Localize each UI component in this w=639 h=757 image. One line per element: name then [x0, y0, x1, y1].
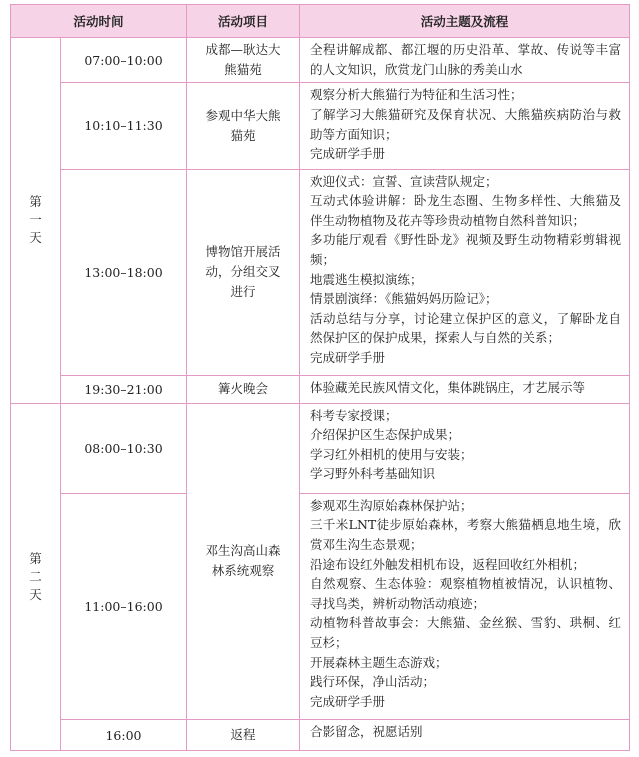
- content-line: 合影留念，祝愿话别: [310, 724, 423, 740]
- time-cell: 11:00–16:00: [61, 493, 187, 719]
- content-line: 学习红外相机的使用与安装；: [310, 446, 473, 462]
- header-time: 活动时间: [11, 5, 187, 38]
- content-line: 情景剧演绎：《熊猫妈妈历险记》；: [310, 291, 498, 307]
- table-row: [11, 38, 630, 83]
- content-line: 自然观察、生态体验：观察植物植被情况，认识植物、寻找鸟类，辨析动物活动痕迹；: [310, 576, 622, 611]
- content-line: 完成研学手册: [310, 693, 386, 709]
- content-line: 活动总结与分享，讨论建立保护区的意义，了解卧龙自然保护区的保护成果，探索人与自然的关系；: [310, 310, 622, 346]
- content-line: 介绍保护区生态保护成果；: [310, 427, 461, 443]
- project-cell: 参观中华大熊猫苑: [187, 83, 300, 169]
- content-cell: [300, 169, 630, 375]
- time-cell: 13:00–18:00: [61, 169, 187, 375]
- time-cell: 07:00–10:00: [61, 38, 187, 83]
- header-row: [11, 5, 630, 38]
- project-cell: 返程: [187, 720, 300, 751]
- content-line: 体验藏羌民族风情文化，集体跳锅庄，才艺展示等: [310, 379, 586, 395]
- project-cell: 成都—耿达大熊猫苑: [187, 38, 300, 83]
- project-cell: 篝火晚会: [187, 375, 300, 403]
- day-one-label: 第一天: [29, 194, 42, 246]
- day-two-label: 第二天: [29, 550, 42, 602]
- content-line: 沿途布设红外触发相机布设，返程回收红外相机；: [310, 556, 586, 572]
- content-line: 学习野外科考基础知识: [310, 466, 436, 482]
- content-line: 完成研学手册: [310, 146, 386, 162]
- content-line: 科考专家授课；: [310, 407, 398, 423]
- content-cell: [300, 493, 630, 719]
- table-row: [11, 375, 630, 403]
- table-row: [11, 83, 630, 169]
- content-line: 全程讲解成都、都江堰的历史沿革、掌故、传说等丰富的人文知识，欣赏龙门山脉的秀美山水: [310, 42, 622, 77]
- table-row: [11, 493, 630, 719]
- content-cell: [300, 83, 630, 169]
- content-line: 开展森林主题生态游戏；: [310, 654, 448, 670]
- project-cell: 邓生沟高山森林系统观察: [187, 403, 300, 720]
- header-theme: 活动主题及流程: [300, 5, 630, 38]
- table-row: [11, 720, 630, 751]
- project-cell: 博物馆开展活动，分组交叉进行: [187, 169, 300, 375]
- content-line: 践行环保，净山活动；: [310, 674, 436, 690]
- content-cell: [300, 375, 630, 403]
- content-line: 多功能厅观看《野性卧龙》视频及野生动物精彩剪辑视频；: [310, 232, 622, 267]
- content-line: 欢迎仪式：宣誓、宣读营队规定；: [310, 173, 498, 189]
- content-line: 参观邓生沟原始森林保护站；: [310, 497, 473, 513]
- content-line: 观察分析大熊猫行为特征和生活习性；: [310, 87, 523, 103]
- content-line: 了解学习大熊猫研究及保育状况、大熊猫疾病防治与救助等方面知识；: [310, 106, 622, 142]
- table-row: [11, 169, 630, 375]
- table-row: [11, 403, 630, 493]
- content-cell: [300, 403, 630, 493]
- time-cell: 10:10–11:30: [61, 83, 187, 169]
- content-line: 动植物科普故事会：大熊猫、金丝猴、雪豹、珙桐、红豆杉；: [310, 615, 622, 650]
- day-two-cell: [11, 403, 61, 750]
- header-project: 活动项目: [187, 5, 300, 38]
- content-line: 地震逃生模拟演练；: [310, 271, 423, 287]
- content-cell: [300, 38, 630, 83]
- content-line: 完成研学手册: [310, 349, 386, 365]
- time-cell: 19:30–21:00: [61, 375, 187, 403]
- content-line: 三千米LNT徒步原始森林，考察大熊猫栖息地生境，欣赏邓生沟生态景观；: [310, 517, 622, 553]
- day-one-cell: [11, 38, 61, 404]
- content-line: 互动式体验讲解：卧龙生态圈、生物多样性、大熊猫及伴生动物植物及花卉等珍贵动植物自然科普知识；: [310, 193, 622, 228]
- content-cell: [300, 720, 630, 751]
- time-cell: 08:00–10:30: [61, 403, 187, 493]
- itinerary-table: [10, 4, 630, 751]
- time-cell: 16:00: [61, 720, 187, 751]
